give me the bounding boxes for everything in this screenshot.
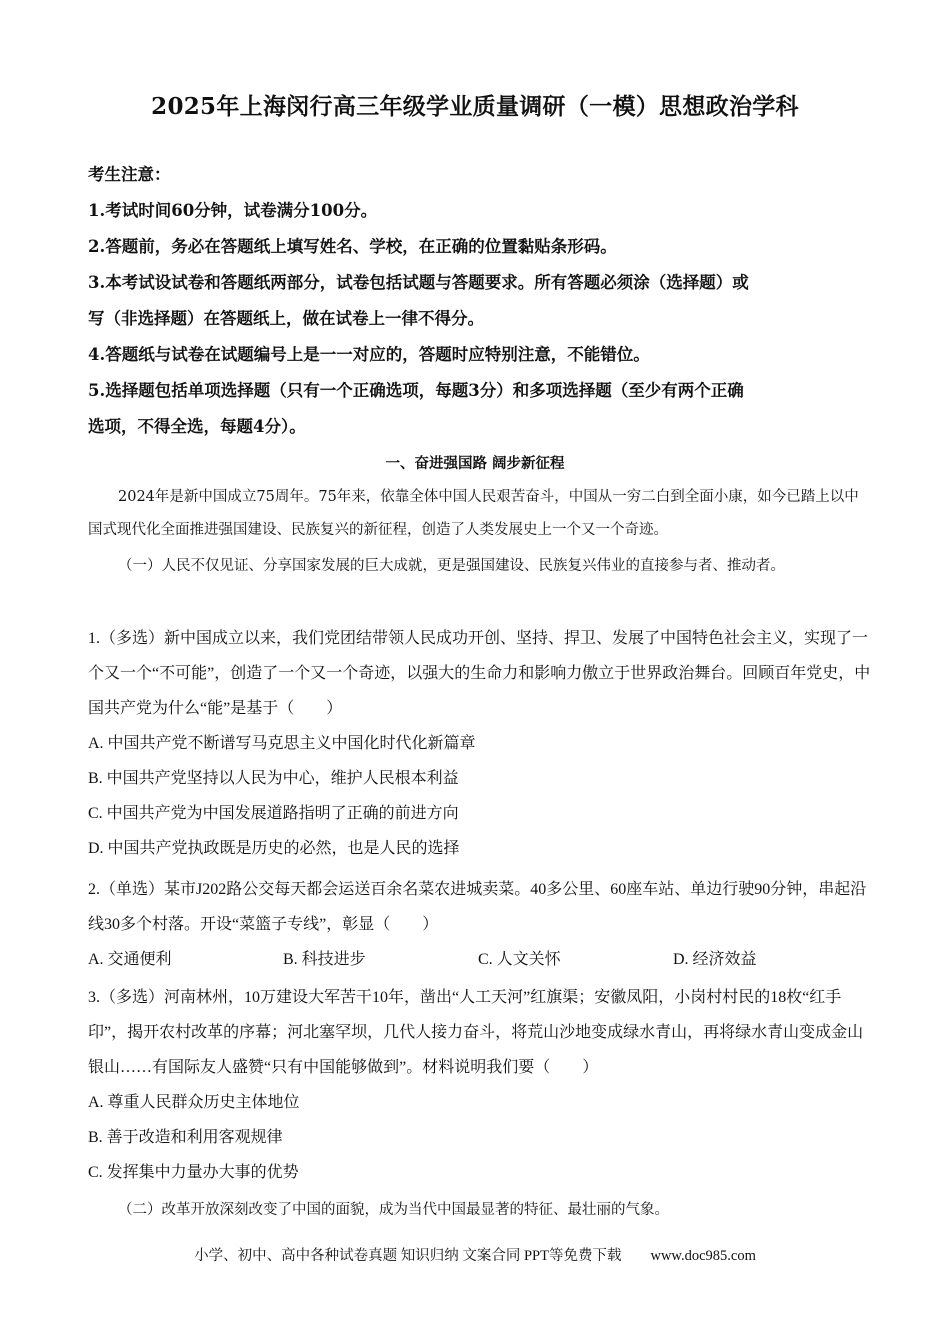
notice-item: 5.选择题包括单项选择题（只有一个正确选项，每题3分）和多项选择题（至少有两个正确 bbox=[88, 381, 744, 400]
question-stem: 3.（多选）河南林州，10万建设大军苦干10年，凿出“人工天河”红旗渠；安徽凤阳，小岗村村民的18枚“红手印”，揭开农村改革的序幕；河北塞罕坝，几代人接力奋斗，将荒山沙地变成绿水青山，再将绿水青山变成金山银山……有国际友人盛赞“只有中国能够做到”。材料说明我们要（ ） bbox=[88, 989, 864, 1076]
option-a: A. 尊重人民群众历史主体地位 bbox=[88, 1094, 300, 1111]
notice-item: 选项，不得全选，每题4分）。 bbox=[88, 417, 306, 436]
part-one-intro: （一）人民不仅见证、分享国家发展的巨大成就，更是强国建设、民族复兴伟业的直接参与者、推动者。 bbox=[118, 558, 785, 574]
option-a: A. 中国共产党不断谱写马克思主义中国化时代化新篇章 bbox=[88, 735, 476, 752]
section-heading: 一、奋进强国路 阔步新征程 bbox=[385, 455, 565, 472]
option-b: B. 善于改造和利用客观规律 bbox=[88, 1129, 283, 1146]
notice-heading: 考生注意： bbox=[88, 165, 171, 184]
document-title: 2025年上海闵行高三年级学业质量调研（一模）思想政治学科 bbox=[151, 93, 799, 120]
option-b: B. 科技进步 bbox=[283, 951, 366, 968]
option-d: D. 中国共产党执政既是历史的必然，也是人民的选择 bbox=[88, 840, 460, 857]
option-d: D. 经济效益 bbox=[673, 951, 757, 968]
notice-item: 1.考试时间60分钟，试卷满分100分。 bbox=[88, 201, 378, 220]
option-b: B. 中国共产党坚持以人民为中心，维护人民根本利益 bbox=[88, 770, 459, 787]
option-a: A. 交通便利 bbox=[88, 951, 172, 968]
option-c: C. 人文关怀 bbox=[478, 951, 561, 968]
question-3 bbox=[88, 980, 873, 1190]
options-row bbox=[88, 942, 873, 977]
question-1 bbox=[88, 621, 873, 866]
page-footer: 小学、初中、高中各种试卷真题 知识归纳 文案合同 PPT等免费下载 www.doc985.com bbox=[194, 1248, 756, 1264]
notice-item: 写（非选择题）在答题纸上，做在试卷上一律不得分。 bbox=[88, 309, 484, 328]
notice-item: 3.本考试设试卷和答题纸两部分，试卷包括试题与答题要求。所有答题必须涂（选择题）或 bbox=[88, 273, 749, 292]
question-stem: 2.（单选）某市J202路公交每天都会运送百余名菜农进城卖菜。40多公里、60座车站、单边行驶90分钟，串起沿线30多个村落。开设“菜篮子专线”，彰显（ ） bbox=[88, 881, 867, 933]
question-stem: 1.（多选）新中国成立以来，我们党团结带领人民成功开创、坚持、捍卫、发展了中国特色社会主义，实现了一个又一个“不可能”，创造了一个又一个奇迹，以强大的生命力和影响力傲立于世界政治舞台。回顾百年党史，中国共产党为什么“能”是基于（ ） bbox=[88, 630, 871, 717]
part-two-intro: （二）改革开放深刻改变了中国的面貌，成为当代中国最显著的特征、最壮丽的气象。 bbox=[118, 1202, 669, 1218]
question-2 bbox=[88, 872, 873, 977]
option-c: C. 发挥集中力量办大事的优势 bbox=[88, 1164, 299, 1181]
notice-item: 2.答题前，务必在答题纸上填写姓名、学校，在正确的位置黏贴条形码。 bbox=[88, 237, 617, 256]
option-c: C. 中国共产党为中国发展道路指明了正确的前进方向 bbox=[88, 805, 459, 822]
notice-item: 4.答题纸与试卷在试题编号上是一一对应的，答题时应特别注意，不能错位。 bbox=[88, 345, 650, 364]
section-intro: 2024年是新中国成立75周年。75年来，依靠全体中国人民艰苦奋斗，中国从一穷二白到全面小康，如今已踏上以中国式现代化全面推进强国建设、民族复兴的新征程，创造了人类发展史上一个又一个奇迹。 bbox=[88, 489, 859, 538]
exam-notice bbox=[88, 157, 868, 445]
